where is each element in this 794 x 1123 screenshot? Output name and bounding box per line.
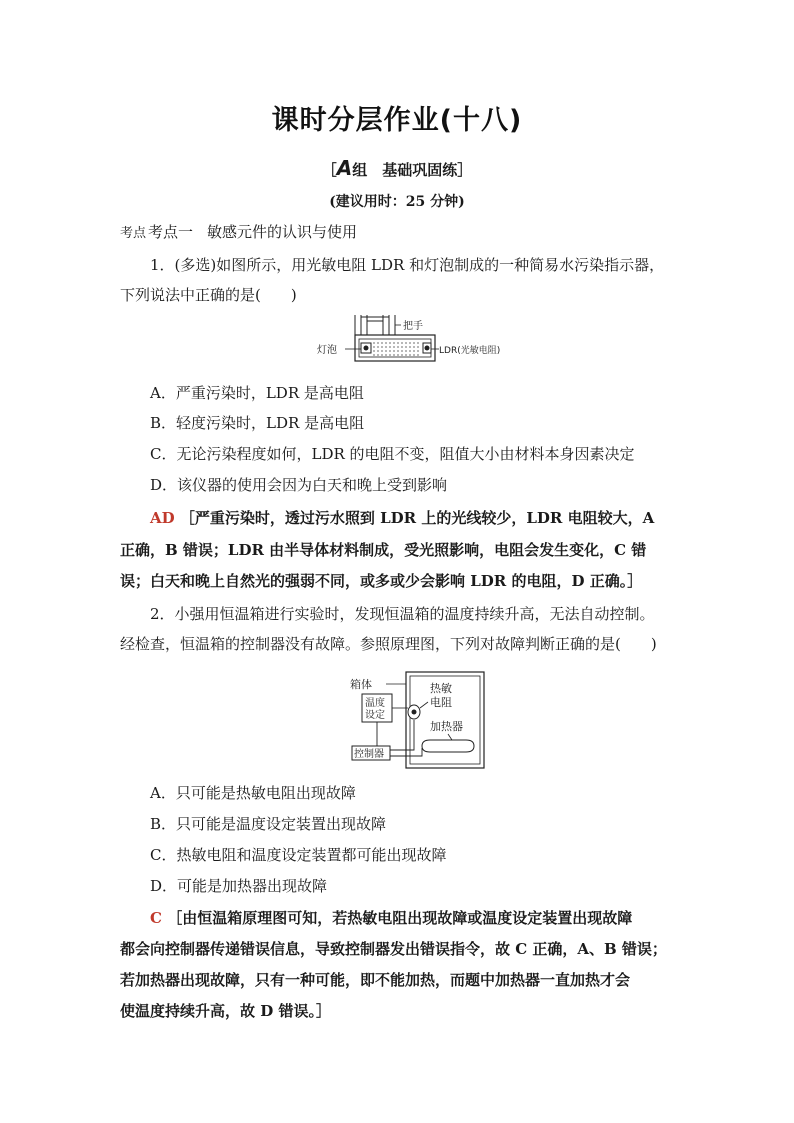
- q2-analysis-text1: ［由恒温箱原理图可知，若热敏电阻出现故障或温度设定装置出现故障: [167, 909, 633, 927]
- q1-label-lamp: 灯泡: [317, 345, 337, 356]
- group-label: 组: [352, 161, 368, 179]
- group-letter: A: [336, 156, 353, 180]
- q1-analysis-line3: 误；白天和晚上自然光的强弱不同，或多或少会影响 LDR 的电阻，D 正确。］: [120, 572, 643, 590]
- q2-analysis-line1: [150, 908, 680, 928]
- q1-analysis-text1: ［严重污染时，透过污水照到 LDR 上的光线较少，LDR 电阻较大，A: [179, 509, 655, 527]
- q1-stem-line2: 下列说法中正确的是( ): [120, 286, 297, 304]
- q2-stem-line1: 2．小强用恒温箱进行实验时，发现恒温箱的温度持续升高，无法自动控制。: [150, 605, 655, 623]
- knowledge-point-heading: [120, 222, 680, 244]
- q2-label-controller: 控制器: [354, 749, 384, 760]
- q1-option-a: A．严重污染时，LDR 是高电阻: [150, 384, 364, 402]
- q1-label-handle: 把手: [403, 321, 423, 332]
- q2-analysis-line2: 都会向控制器传递错误信息，导致控制器发出错误指令，故 C 正确，A、B 错误；: [120, 940, 667, 958]
- q1-figure: [315, 313, 515, 373]
- q2-option-d: D．可能是加热器出现故障: [150, 877, 328, 895]
- page-title: 课时分层作业(十八): [271, 105, 523, 136]
- group-bracket-open: ［: [321, 161, 337, 179]
- q2-option-c: C．热敏电阻和温度设定装置都可能出现故障: [150, 846, 447, 864]
- q2-label-thermistor-1: 热敏: [430, 682, 452, 695]
- q1-answer: AD: [150, 509, 175, 527]
- group-bracket-close: ］: [457, 161, 473, 179]
- q2-option-a: A．只可能是热敏电阻出现故障: [150, 784, 356, 802]
- group-heading: [0, 156, 794, 180]
- q2-answer: C: [150, 909, 162, 927]
- q2-heater: [422, 740, 474, 752]
- q2-option-b: B．只可能是温度设定装置出现故障: [150, 815, 387, 833]
- q1-option-b: B．轻度污染时，LDR 是高电阻: [150, 414, 365, 432]
- q2-label-box: 箱体: [350, 678, 372, 691]
- q2-label-heater: 加热器: [430, 720, 463, 733]
- q1-label-ldr: LDR(光敏电阻): [439, 346, 501, 356]
- q1-analysis-line2: 正确，B 错误；LDR 由半导体材料制成，受光照影响，电阻会发生变化，C 错: [120, 541, 647, 559]
- q2-label-temp-set-1: 温度: [365, 698, 385, 709]
- q2-label-temp-set-2: 设定: [365, 710, 385, 721]
- group-name: 基础巩固练: [382, 161, 458, 179]
- q2-stem-line2: 经检查，恒温箱的控制器没有故障。参照原理图，下列对故障判断正确的是( ): [120, 635, 657, 653]
- q1-light-beam: [373, 343, 421, 355]
- knowledge-point-topic: 敏感元件的认识与使用: [207, 223, 358, 241]
- q2-label-thermistor-2: 电阻: [430, 696, 452, 709]
- knowledge-point-icon: 考点: [120, 226, 147, 241]
- q1-handle-frame: [355, 315, 395, 335]
- q2-analysis-line4: 使温度持续升高，故 D 错误。］: [120, 1002, 331, 1020]
- q1-analysis-line1: [150, 508, 680, 528]
- q1-option-c: C．无论污染程度如何，LDR 的电阻不变，阻值大小由材料本身因素决定: [150, 445, 635, 463]
- q2-analysis-line3: 若加热器出现故障，只有一种可能，即不能加热，而题中加热器一直加热才会: [120, 971, 631, 989]
- q1-stem-line1: 1．(多选)如图所示，用光敏电阻 LDR 和灯泡制成的一种简易水污染指示器，: [150, 256, 665, 274]
- knowledge-point-label: 考点一: [148, 223, 194, 241]
- q2-figure: [348, 668, 488, 772]
- q1-option-d: D．该仪器的使用会因为白天和晚上受到影响: [150, 476, 448, 494]
- time-note: (建议用时：25 分钟): [329, 194, 465, 210]
